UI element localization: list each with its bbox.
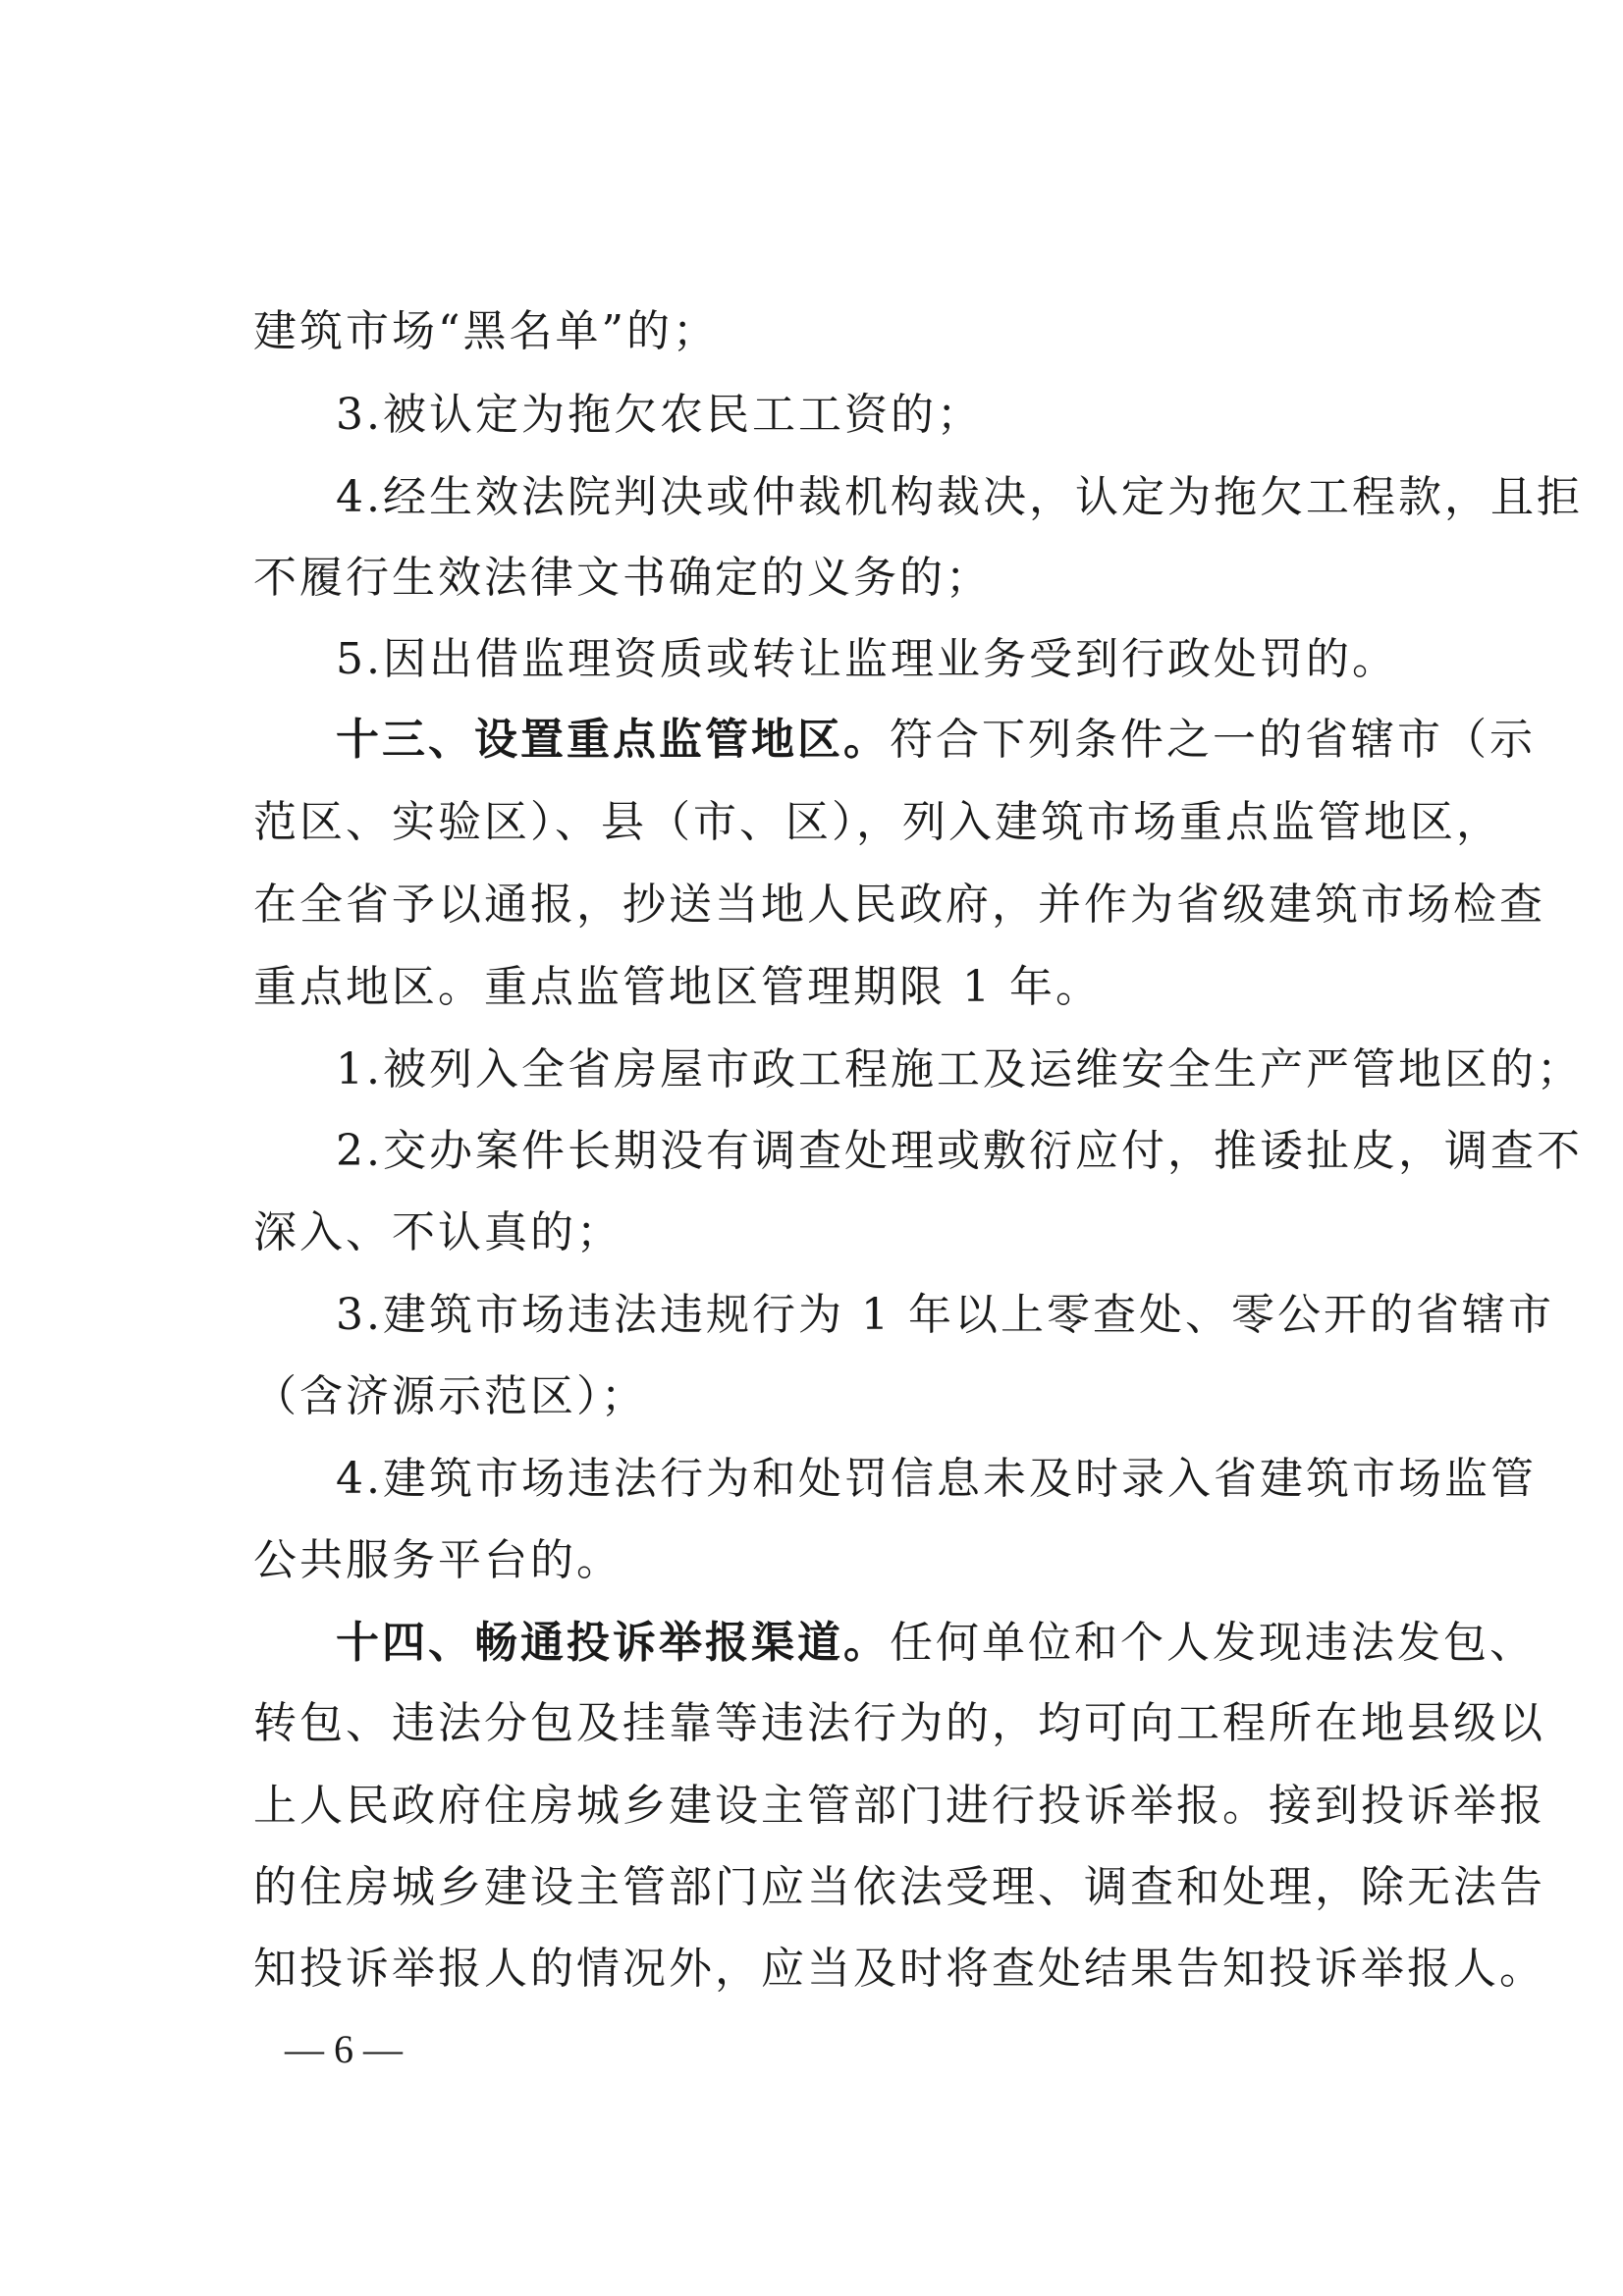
text-line: 上人民政府住房城乡建设主管部门进行投诉举报。接到投诉举报 — [253, 1781, 1545, 1831]
list-item: 3.被认定为拖欠农民工工资的； — [336, 390, 983, 440]
paragraph-section-13 — [336, 711, 1536, 770]
text-line: 不履行生效法律文书确定的义务的； — [253, 553, 992, 603]
text-line: 范区、实验区）、县（市、区），列入建筑市场重点监管地区， — [253, 797, 1502, 847]
section-14-heading: 十四、畅通投诉举报渠道。 — [336, 1618, 890, 1668]
text-line: 的住房城乡建设主管部门应当依法受理、调查和处理，除无法告 — [253, 1862, 1545, 1912]
list-item: 2.交办案件长期没有调查处理或敷衍应付，推诿扯皮，调查不 — [336, 1126, 1583, 1176]
page-number: — 6 — — [285, 2027, 403, 2071]
section-13-heading: 十三、设置重点监管地区。 — [336, 715, 890, 765]
list-item: 4.建筑市场违法行为和处罚信息未及时录入省建筑市场监管 — [336, 1454, 1537, 1504]
list-item: 4.经生效法院判决或仲裁机构裁决，认定为拖欠工程款，且拒 — [336, 472, 1583, 522]
text-line: 转包、违法分包及挂靠等违法行为的，均可向工程所在地县级以 — [253, 1698, 1545, 1748]
list-item: 5.因出借监理资质或转让监理业务受到行政处罚的。 — [336, 634, 1398, 684]
text-line: （含济源示范区）； — [253, 1371, 647, 1421]
text-line: 公共服务平台的。 — [253, 1535, 622, 1585]
list-item: 3.建筑市场违法违规行为 1 年以上零查处、零公开的省辖市 — [336, 1290, 1554, 1340]
text-line: 知投诉举报人的情况外，应当及时将查处结果告知投诉举报人。 — [253, 1944, 1545, 1994]
text-line: 在全省予以通报，抄送当地人民政府，并作为省级建筑市场检查 — [253, 880, 1545, 930]
text-line: 重点地区。重点监管地区管理期限 1 年。 — [253, 962, 1102, 1012]
paragraph-section-14 — [336, 1614, 1536, 1673]
section-13-text: 符合下列条件之一的省辖市（示 — [890, 715, 1536, 765]
text-line: 深入、不认真的； — [253, 1207, 622, 1257]
list-item: 1.被列入全省房屋市政工程施工及运维安全生产严管地区的； — [336, 1044, 1583, 1095]
text-line: 建筑市场“黑名单”的； — [253, 306, 719, 356]
section-14-text: 任何单位和个人发现违法发包、 — [890, 1618, 1536, 1668]
